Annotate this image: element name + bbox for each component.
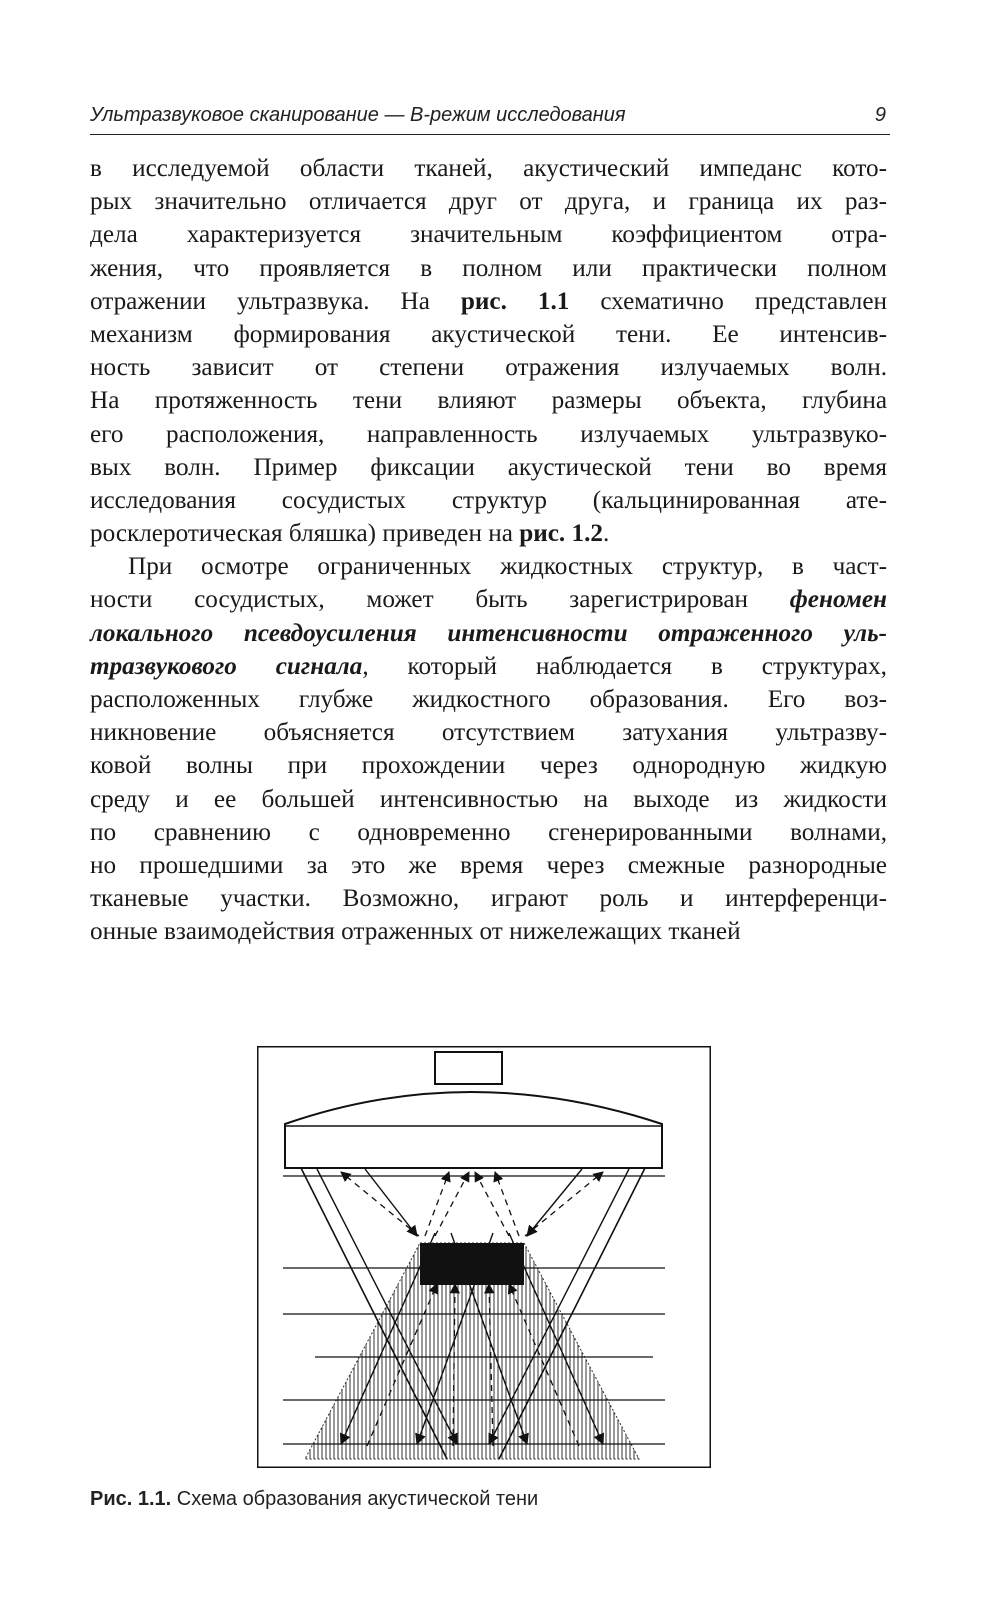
figure-caption xyxy=(90,1488,538,1511)
text-line: При осмотре ограниченных жидкостных структур, в част- xyxy=(128,553,887,581)
text-line: На протяженность тени влияют размеры объекта, глубина xyxy=(90,387,887,415)
text-line: ковой волны при прохождении через однородную жидкую xyxy=(90,752,887,780)
running-header xyxy=(90,104,890,135)
text-line: среду и ее большей интенсивностью на выходе из жидкости xyxy=(90,785,887,813)
page-number: 9 xyxy=(874,104,886,126)
emphasized-term: тразвукового сигнала xyxy=(90,652,363,680)
text-line: онные взаимодействия отраженных от нижележащих тканей xyxy=(90,918,741,946)
text-line: исследования сосудистых структур (кальцинированная ате- xyxy=(90,486,887,514)
text-line xyxy=(90,517,887,550)
acoustic-shadow-figure xyxy=(257,1046,711,1468)
paragraph-1 xyxy=(90,152,887,550)
text-run: росклеротическая бляшка) приведен на xyxy=(90,520,520,548)
text-line: по сравнению с одновременно сгенерированными волнами, xyxy=(90,818,887,846)
text-run: . xyxy=(603,520,610,548)
text-line: механизм формирования акустической тени. Ее интенсив- xyxy=(90,320,887,348)
figure-reference-link[interactable]: рис. 1.2 xyxy=(519,520,604,548)
text-line: расположенных глубже жидкостного образования. Его воз- xyxy=(90,686,887,713)
figure-caption-label: Рис. 1.1. xyxy=(90,1488,172,1510)
figure-caption-text: Схема образования акустической тени xyxy=(171,1488,539,1510)
text-line xyxy=(90,583,887,616)
text-line: его расположения, направленность излучаемых ультразвуко- xyxy=(90,420,887,448)
running-title: Ультразвуковое сканирование — В-режим исследования xyxy=(90,104,626,126)
text-line: рых значительно отличается друг от друга, и граница их раз- xyxy=(90,188,887,216)
text-line: в исследуемой области тканей, акустический импеданс кото- xyxy=(90,155,887,182)
paragraph-2 xyxy=(90,550,887,948)
text-line: но прошедшими за это же время через смежные разнородные xyxy=(90,851,887,879)
text-line: жения, что проявляется в полном или практически полном xyxy=(90,254,887,282)
text-line: дела характеризуется значительным коэффициентом отра- xyxy=(90,221,887,249)
reflecting-object xyxy=(420,1243,524,1285)
text-line: ность зависит от степени отражения излучаемых волн. xyxy=(90,354,887,382)
text-line: вых волн. Пример фиксации акустической тени во время xyxy=(90,453,887,481)
acoustic-shadow-diagram xyxy=(257,1046,711,1468)
text-line: никновение объясняется отсутствием затухания ультразву- xyxy=(90,719,887,747)
text-line: тканевые участки. Возможно, играют роль и интерференци- xyxy=(90,885,887,913)
text-run: ности сосудистых, может быть зарегистрирован xyxy=(90,586,790,614)
transducer-handle xyxy=(435,1052,502,1084)
text-line xyxy=(90,285,887,318)
text-run: , который наблюдается в структурах, xyxy=(362,652,887,680)
text-run: схематично представлен xyxy=(569,287,887,315)
emphasized-term: феномен xyxy=(789,586,887,614)
figure-reference-link[interactable]: рис. 1.1 xyxy=(460,287,570,315)
emphasized-term: локального псевдоусиления интенсивности отраженного уль- xyxy=(90,619,887,647)
text-run: отражении ультразвука. На xyxy=(90,287,461,315)
text-line xyxy=(90,650,887,683)
body-text xyxy=(90,152,887,949)
